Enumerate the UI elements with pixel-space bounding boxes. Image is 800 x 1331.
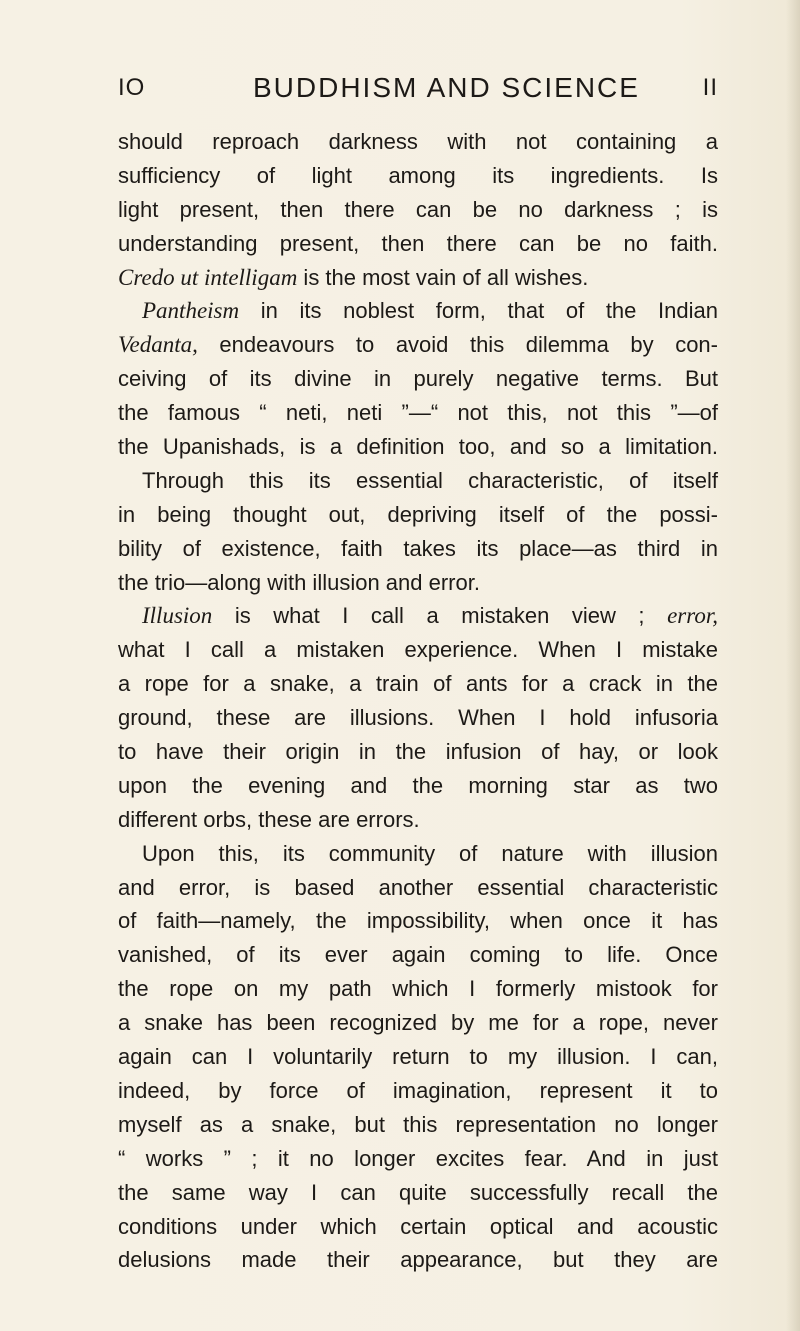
italic-term: Pantheism [142,298,240,324]
text-span: is what I call a mistaken view ; [212,603,668,629]
text-line: bility of existence, faith takes its place—as third in [118,535,718,561]
italic-phrase: Credo ut intelligam [118,264,298,290]
text-line: “ works ” ; it no longer excites fear. And in just [118,1145,718,1171]
page-edge-shadow [786,0,800,1331]
text-line: to have their origin in the infusion of hay, or look [118,739,718,765]
paragraph-start-line [118,294,718,328]
text-line: the Upanishads, is a definition too, and so a limitation. [118,434,718,460]
text-line: in being thought out, depriving itself of the possi- [118,501,718,527]
text-line: a rope for a snake, a train of ants for a crack in the [118,671,718,697]
italic-term: error, [667,603,718,629]
text-line: upon the evening and the morning star as two [118,772,718,798]
paragraph-start-line: Upon this, its community of nature with illusion [142,840,718,866]
italic-term: Vedanta, [118,332,198,358]
page-number-left: IO [118,74,146,101]
italic-term: Illusion [142,603,213,629]
text-line [118,328,718,362]
text-line: again can I voluntarily return to my illusion. I can, [118,1044,718,1070]
text-line: indeed, by force of imagination, represent it to [118,1077,718,1103]
text-span: endeavours to avoid this dilemma by con- [197,332,718,358]
text-line: ceiving of its divine in purely negative terms. But [118,366,718,392]
text-line: myself as a snake, but this representation no longer [118,1111,718,1137]
text-line [118,261,718,295]
text-line: different orbs, these are errors. [118,806,420,832]
text-span: in its noblest form, that of the Indian [239,298,718,324]
text-line: and error, is based another essential characteristic [118,874,718,900]
text-line: vanished, of its ever again coming to life. Once [118,942,718,968]
text-line: a snake has been recognized by me for a rope, never [118,1010,718,1036]
text-line: the famous “ neti, neti ”—“ not this, not this ”—of [118,400,718,426]
text-line: conditions under which certain optical and acoustic [118,1213,718,1239]
text-span: is the most vain of all wishes. [297,264,589,290]
text-line: understanding present, then there can be no faith. [118,230,718,256]
text-line: delusions made their appearance, but they are [118,1247,718,1273]
paragraph-start-line [118,599,718,633]
text-line: the rope on my path which I formerly mistook for [118,976,718,1002]
text-line: of faith—namely, the impossibility, when once it has [118,908,718,934]
text-line: the same way I can quite successfully recall the [118,1179,718,1205]
text-line: sufficiency of light among its ingredients. Is [118,162,718,188]
text-line: ground, these are illusions. When I hold infusoria [118,705,718,731]
running-title: BUDDHISM AND SCIENCE [253,72,640,103]
paragraph-start-line: Through this its essential characteristic, of itself [142,467,718,493]
page-number-right: II [702,74,718,101]
text-line: should reproach darkness with not containing a [118,129,718,154]
running-head [118,72,718,112]
text-line: what I call a mistaken experience. When I mistake [118,637,718,663]
text-line: the trio—along with illusion and error. [118,569,480,595]
body-text [118,125,718,1277]
text-line: light present, then there can be no darkness ; is [118,196,718,222]
